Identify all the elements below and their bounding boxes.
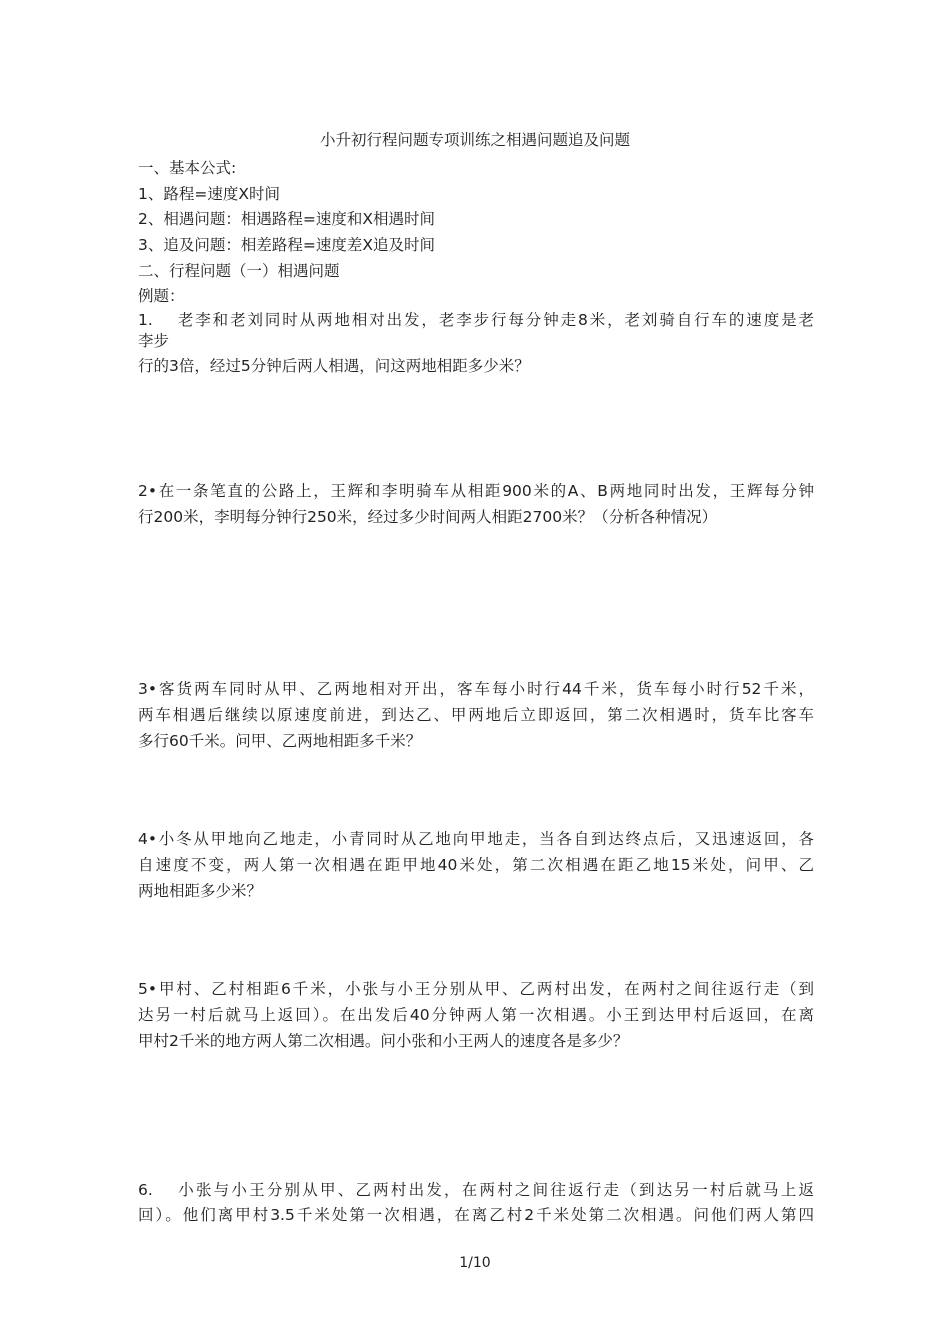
problem-2-line-1 (138, 481, 814, 501)
problem-2-line-2: 行200米，李明每分钟行250米，经过多少时间两人相距2700米？（分析各种情况） (138, 508, 718, 526)
formula-item: 3、追及问题：相差路程=速度差X追及时间 (138, 236, 435, 254)
problem-1-number: 1. (138, 311, 153, 329)
problem-4-line-1 (138, 829, 814, 849)
problem-3-text: 客货两车同时从甲、乙两地相对开出，客车每小时行44千米，货车每小时行52千米， (157, 680, 814, 698)
problem-6-line-1 (138, 1180, 814, 1200)
problem-4-text: 小冬从甲地向乙地走，小青同时从乙地向甲地走，当各自到达终点后，又迅速返回，各 (157, 830, 814, 848)
problem-5-line-3: 甲村2千米的地方两人第二次相遇。问小张和小王两人的速度各是多少？ (138, 1032, 629, 1050)
problem-5-text: 甲村、乙村相距6千米，小张与小王分别从甲、乙两村出发，在两村之间往返行走（到 (157, 980, 814, 998)
problem-2-text: 在一条笔直的公路上，王辉和李明骑车从相距900米的A、B两地同时出发，王辉每分钟 (157, 482, 814, 500)
problem-1-line-1 (138, 310, 814, 330)
problem-4-line-2: 自速度不变，两人第一次相遇在距甲地40米处，第二次相遇在距乙地15米处，问甲、乙 (138, 856, 814, 874)
problem-6-text: 小张与小王分别从甲、乙两村出发，在两村之间往返行走（到达另一村后就马上返 (176, 1181, 814, 1199)
section1-heading: 一、基本公式: (138, 159, 237, 177)
problem-3-line-2: 两车相遇后继续以原速度前进，到达乙、甲两地后立即返回，第二次相遇时，货车比客车 (138, 706, 814, 724)
formula-item: 1、路程=速度X时间 (138, 185, 280, 203)
problem-4-number: 4• (138, 830, 158, 848)
page-number: 1/10 (459, 1255, 491, 1271)
problem-1-line-2: 李步 (138, 332, 170, 350)
problem-5-line-1 (138, 979, 814, 999)
problem-3-number: 3• (138, 680, 158, 698)
document-title: 小升初行程问题专项训练之相遇问题追及问题 (319, 131, 630, 149)
problem-1-text: 老李和老刘同时从两地相对出发，老李步行每分钟走8米，老刘骑自行车的速度是老 (176, 311, 814, 329)
problem-5-number: 5• (138, 980, 158, 998)
problem-4-line-3: 两地相距多少米？ (138, 882, 263, 900)
section2-heading: 二、行程问题（一）相遇问题 (138, 262, 340, 280)
problem-3-line-3: 多行60千米。问甲、乙两地相距多千米？ (138, 732, 422, 750)
problem-5-line-2: 达另一村后就马上返回）。在出发后40分钟两人第一次相遇。小王到达甲村后返回，在离 (138, 1006, 814, 1024)
problem-3-line-1 (138, 679, 814, 699)
problem-6-line-2: 回）。他们离甲村3.5千米处第一次相遇，在离乙村2千米处第二次相遇。问他们两人第四 (138, 1206, 814, 1224)
example-label: 例题： (138, 287, 185, 305)
problem-1-line-3: 行的3倍，经过5分钟后两人相遇，问这两地相距多少米？ (138, 357, 530, 375)
problem-2-number: 2• (138, 482, 158, 500)
problem-6-number: 6. (138, 1181, 153, 1199)
formula-item: 2、相遇问题：相遇路程=速度和X相遇时间 (138, 210, 435, 228)
